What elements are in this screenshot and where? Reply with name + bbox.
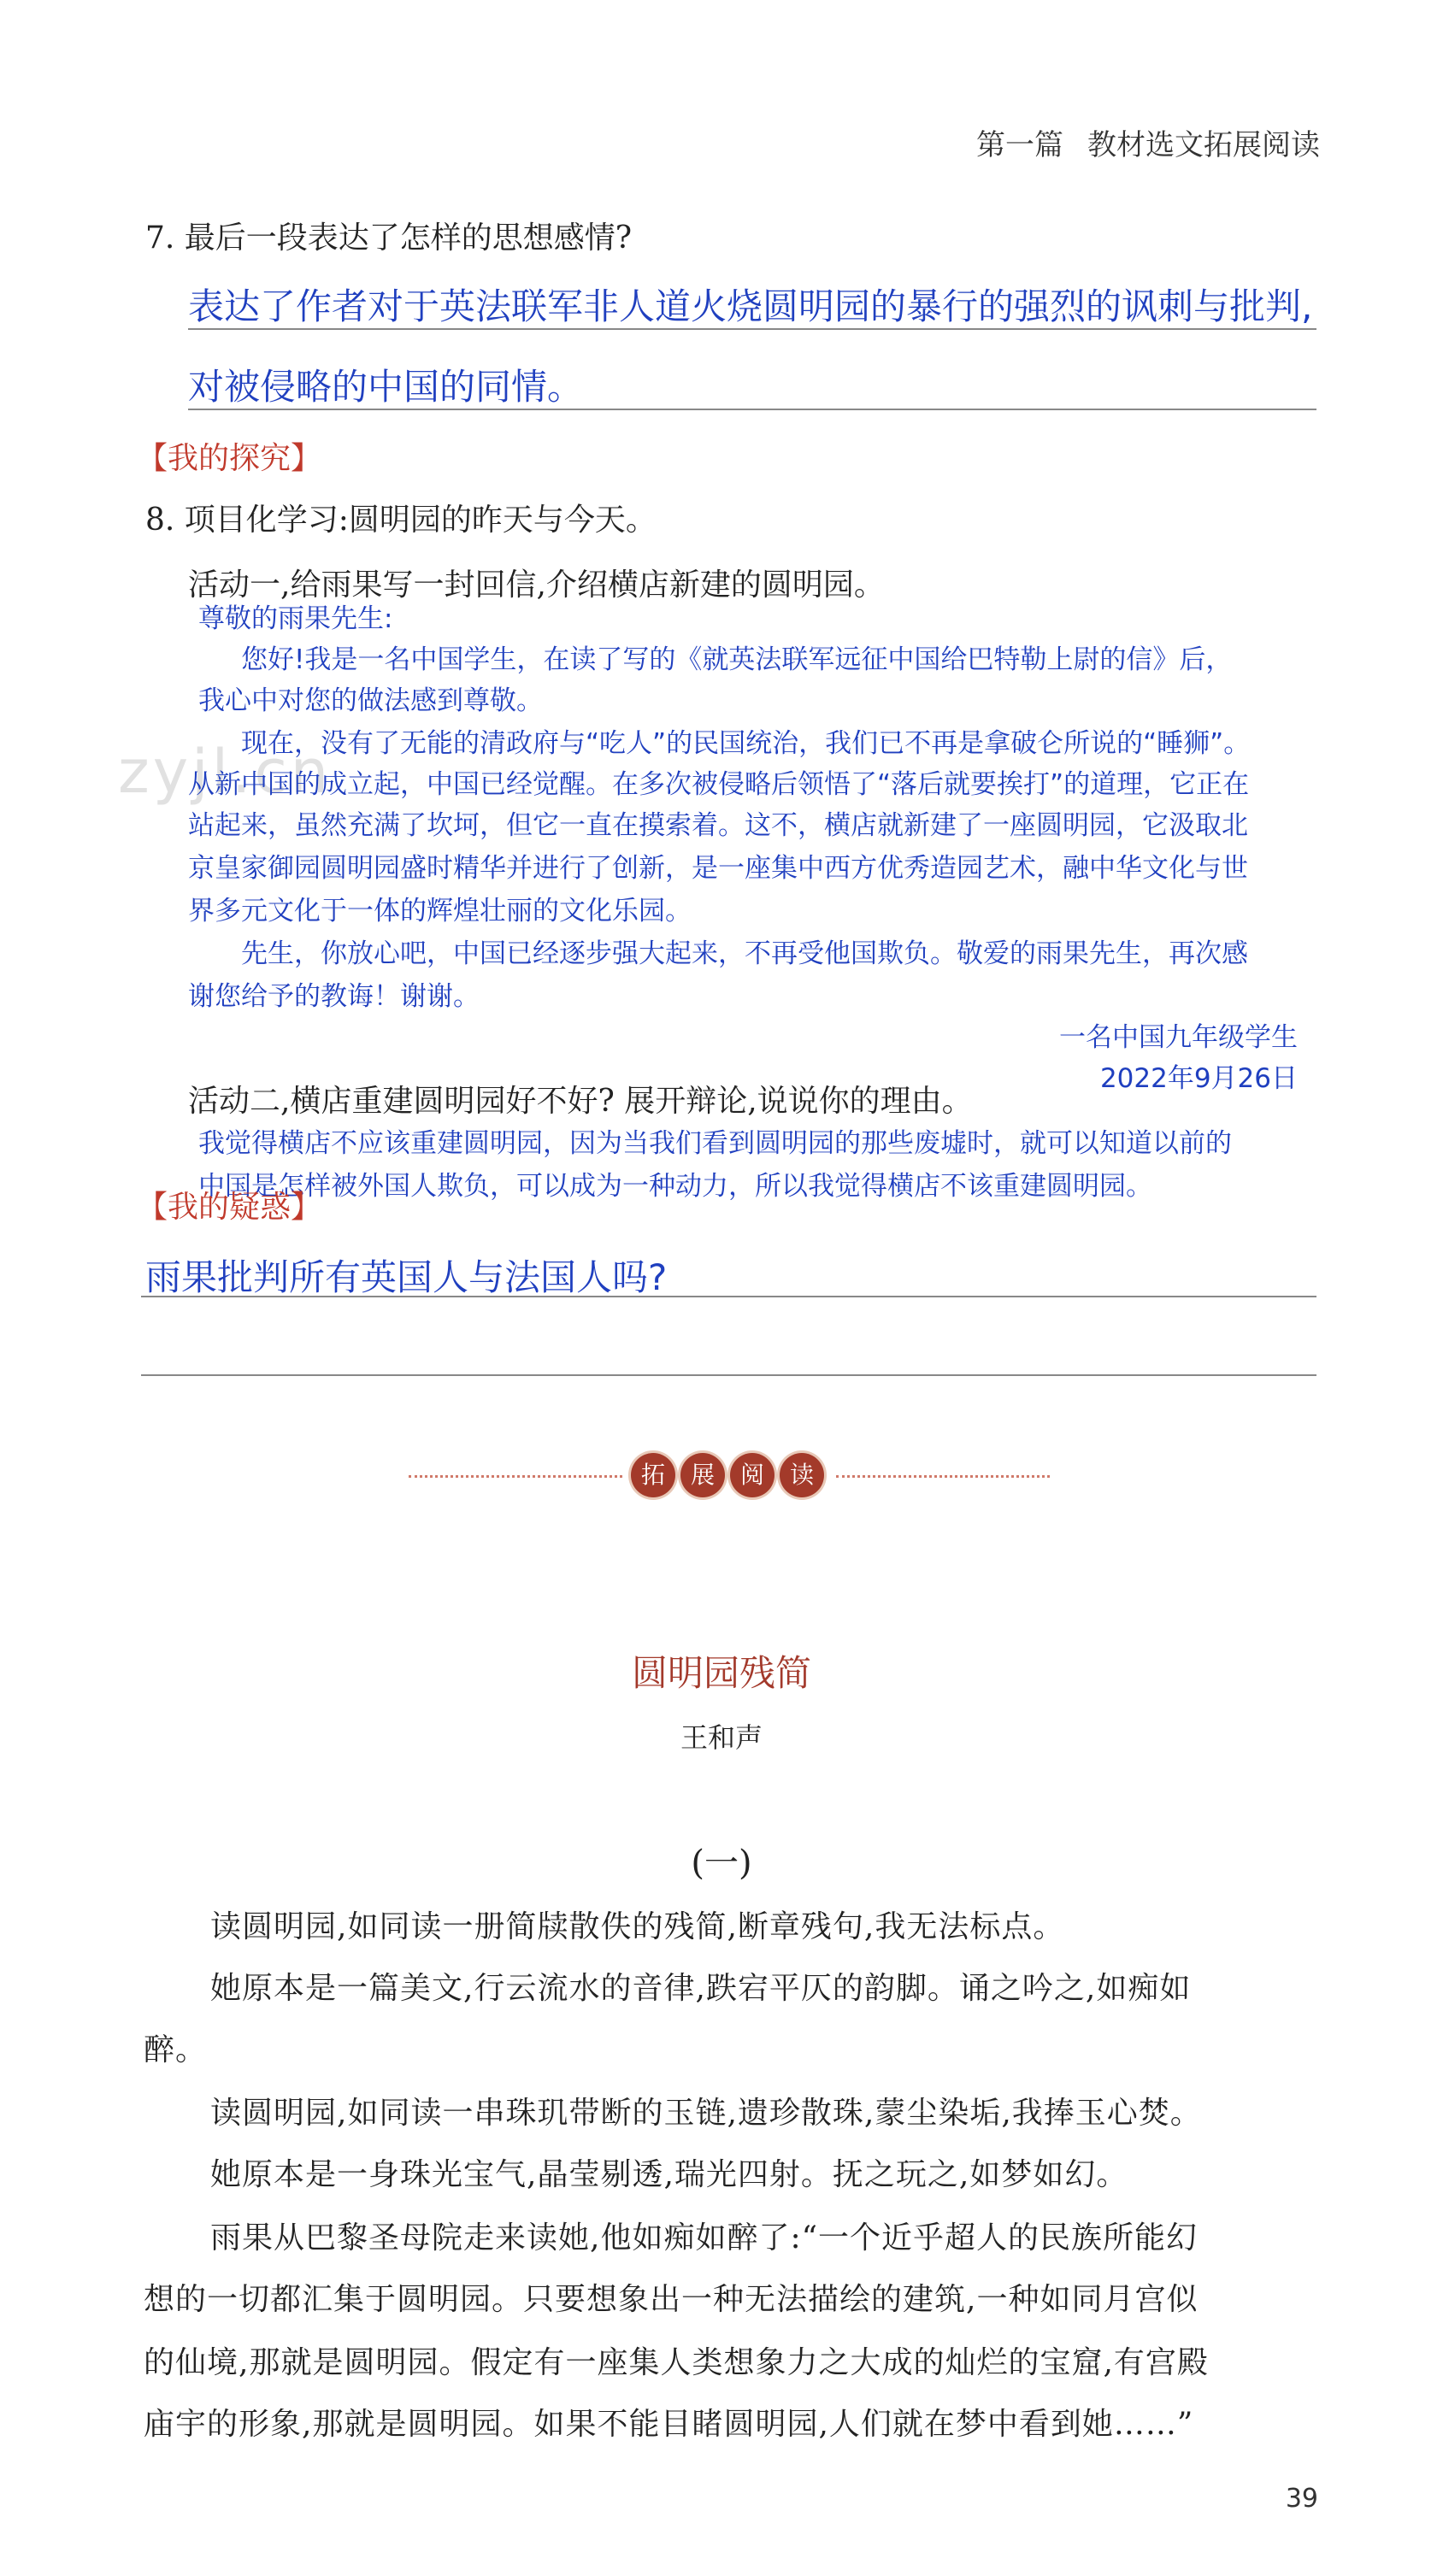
answer-rule <box>188 409 1316 410</box>
letter-line: 尊敬的雨果先生: <box>198 603 393 634</box>
article-author: 王和声 <box>680 1721 763 1754</box>
activity-1: 活动一,给雨果写一封回信,介绍横店新建的圆明园。 <box>188 568 885 603</box>
activity-2: 活动二,横店重建圆明园好不好? 展开辩论,说说你的理由。 <box>188 1084 973 1119</box>
letter-line: 您好!我是一名中国学生，在读了写的《就英法联军远征中国给巴特勒上尉的信》后， <box>241 644 1233 675</box>
banner-divider-right <box>836 1475 1050 1478</box>
question-8: 8. 项目化学习:圆明园的昨天与今天。 <box>145 503 657 538</box>
page-header <box>976 121 1320 163</box>
letter-signature: 一名中国九年级学生 <box>1059 1022 1298 1053</box>
doubt-tag: 【我的疑惑】 <box>137 1190 322 1225</box>
question-7-answer-line-1: 表达了作者对于英法联军非人道火烧圆明园的暴行的强烈的讽刺与批判, <box>188 285 1313 327</box>
article-paragraph-line: 她原本是一身珠光宝气,晶莹剔透,瑞光四射。抚之玩之,如梦如幻。 <box>210 2157 1128 2192</box>
header-section: 第一篇 <box>976 128 1063 162</box>
article-paragraph-line: 醉。 <box>144 2032 208 2067</box>
banner-badge: 阅 <box>730 1453 775 1497</box>
banner-badge: 拓 <box>631 1453 675 1497</box>
banner-badge: 展 <box>680 1453 725 1497</box>
letter-line: 谢您给予的教诲！谢谢。 <box>188 981 480 1012</box>
explore-tag: 【我的探究】 <box>137 441 322 476</box>
activity-2-answer-line: 我觉得横店不应该重建圆明园，因为当我们看到圆明园的那些废墟时，就可以知道以前的 <box>198 1128 1232 1159</box>
article-paragraph-line: 读圆明园,如同读一串珠玑带断的玉链,遗珍散珠,蒙尘染垢,我捧玉心焚。 <box>210 2096 1202 2131</box>
header-title: 教材选文拓展阅读 <box>1087 128 1320 162</box>
letter-line: 从新中国的成立起，中国已经觉醒。在多次被侵略后领悟了“落后就要挨打”的道理，它正在 <box>188 769 1250 800</box>
activity-2-answer-line: 中国是怎样被外国人欺负，可以成为一种动力，所以我觉得横店不该重建圆明园。 <box>198 1171 1152 1202</box>
answer-rule <box>141 1374 1316 1376</box>
article-paragraph-line: 庙宇的形象,那就是圆明园。如果不能目睹圆明园,人们就在梦中看到她……” <box>144 2407 1194 2442</box>
article-title: 圆明园残简 <box>631 1652 811 1694</box>
article-paragraph-line: 她原本是一篇美文,行云流水的音律,跌宕平仄的韵脚。诵之吟之,如痴如 <box>210 1971 1192 2006</box>
banner-divider-left <box>409 1475 622 1478</box>
letter-line: 我心中对您的做法感到尊敬。 <box>198 685 543 716</box>
answer-rule <box>188 328 1316 330</box>
letter-line: 京皇家御园圆明园盛时精华并进行了创新，是一座集中西方优秀造园艺术，融中华文化与世 <box>188 853 1248 884</box>
article-paragraph-line: 雨果从巴黎圣母院走来读她,他如痴如醉了:“一个近乎超人的民族所能幻 <box>210 2220 1198 2255</box>
question-7: 7. 最后一段表达了怎样的思想感情? <box>145 221 633 256</box>
doubt-answer: 雨果批判所有英国人与法国人吗? <box>145 1256 668 1298</box>
article-part-number: (一) <box>691 1844 752 1883</box>
answer-rule <box>141 1296 1316 1297</box>
article-paragraph-line: 想的一切都汇集于圆明园。只要想象出一种无法描绘的建筑,一种如同月宫似 <box>144 2282 1199 2317</box>
letter-line: 界多元文化于一体的辉煌壮丽的文化乐园。 <box>188 896 692 926</box>
watermark: zyjl.cn <box>118 737 333 807</box>
page-number: 39 <box>1285 2484 1318 2514</box>
letter-date: 2022年9月26日 <box>1099 1063 1298 1094</box>
banner-badge: 读 <box>780 1453 824 1497</box>
article-paragraph-line: 的仙境,那就是圆明园。假定有一座集人类想象力之大成的灿烂的宝窟,有宫殿 <box>144 2345 1209 2380</box>
letter-line: 现在，没有了无能的清政府与“吃人”的民国统治，我们已不再是拿破仑所说的“睡狮”。 <box>241 728 1251 759</box>
article-paragraph-line: 读圆明园,如同读一册简牍散佚的残简,断章残句,我无法标点。 <box>210 1909 1065 1944</box>
letter-line: 站起来，虽然充满了坎坷，但它一直在摸索着。这不，横店就新建了一座圆明园，它汲取北 <box>188 810 1248 841</box>
question-7-answer-line-2: 对被侵略的中国的同情。 <box>188 366 584 408</box>
letter-line: 先生，你放心吧，中国已经逐步强大起来，不再受他国欺负。敬爱的雨果先生，再次感 <box>241 938 1248 969</box>
